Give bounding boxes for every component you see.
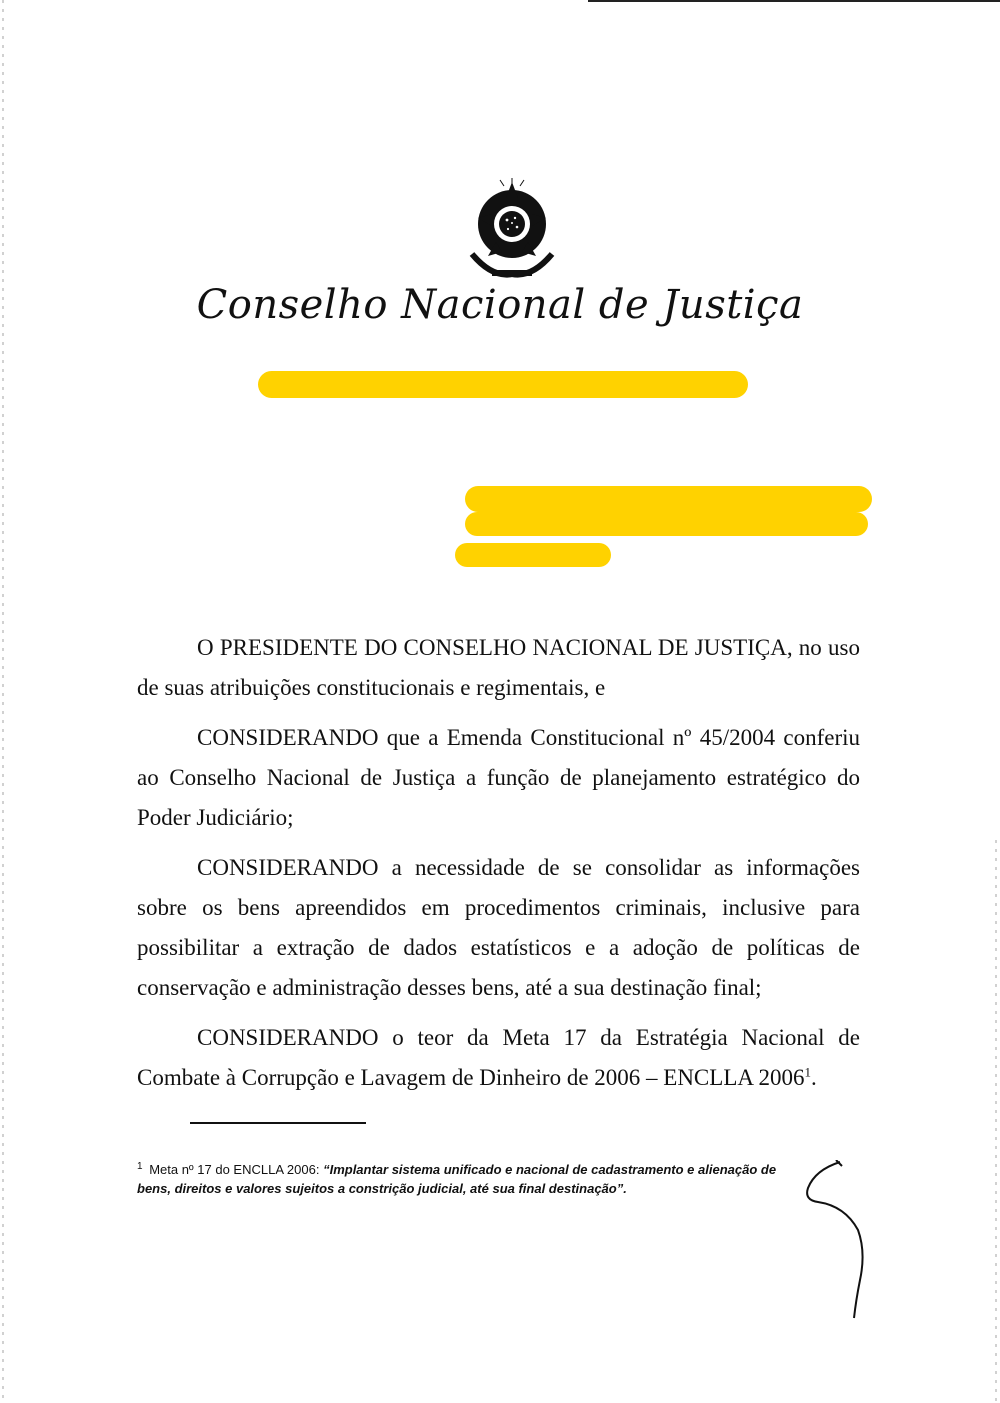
footnote-reference[interactable]: 1 [804, 1064, 811, 1080]
document-body [137, 628, 860, 1098]
scan-edge-right [995, 840, 997, 1403]
paragraph-text: CONSIDERANDO o teor da Meta 17 da Estratégia Nacional de Combate à Corrupção e Lavagem de Dinheiro de 2006 – ENCLLA 2006 [137, 1025, 860, 1090]
scan-edge-left [2, 0, 4, 1403]
top-border-line [588, 0, 1000, 2]
footnote-label: Meta nº 17 do ENCLLA 2006: [149, 1162, 320, 1177]
paragraph: O PRESIDENTE DO CONSELHO NACIONAL DE JUSTIÇA, no uso de suas atribuições constitucionais e regimentais, e [137, 635, 860, 700]
redaction-bar [455, 543, 611, 567]
footnote-number: 1 [137, 1160, 143, 1172]
redaction-bar [465, 486, 872, 512]
paragraph-end-punctuation: . [810, 1065, 817, 1090]
redaction-bar [465, 512, 868, 536]
footnote-separator [190, 1122, 366, 1124]
handwritten-signature [770, 1160, 880, 1320]
footnote-quote: “Implantar sistema unificado e nacional de cadastramento e alienação de bens, direitos e valores sujeitos a constrição judicial, até sua final destinação”. [137, 1162, 777, 1196]
paragraph: CONSIDERANDO que a Emenda Constitucional nº 45/2004 conferiu ao Conselho Nacional de Justiça a função de planejamento estratégico do Poder Judiciário; [137, 725, 860, 830]
redaction-bar [258, 371, 748, 398]
paragraph [137, 1018, 860, 1098]
paragraph: CONSIDERANDO a necessidade de se consolidar as informações sobre os bens apreendidos em procedimentos criminais, inclusive para possibilitar a extração de dados estatísticos e a adoção de políticas de conservação e administração desses bens, até a sua destinação final; [137, 855, 860, 1000]
institution-name-heading: Conselho Nacional de Justiça [196, 282, 804, 328]
footnote [137, 1160, 787, 1198]
brasao-da-republica-icon [462, 178, 562, 288]
